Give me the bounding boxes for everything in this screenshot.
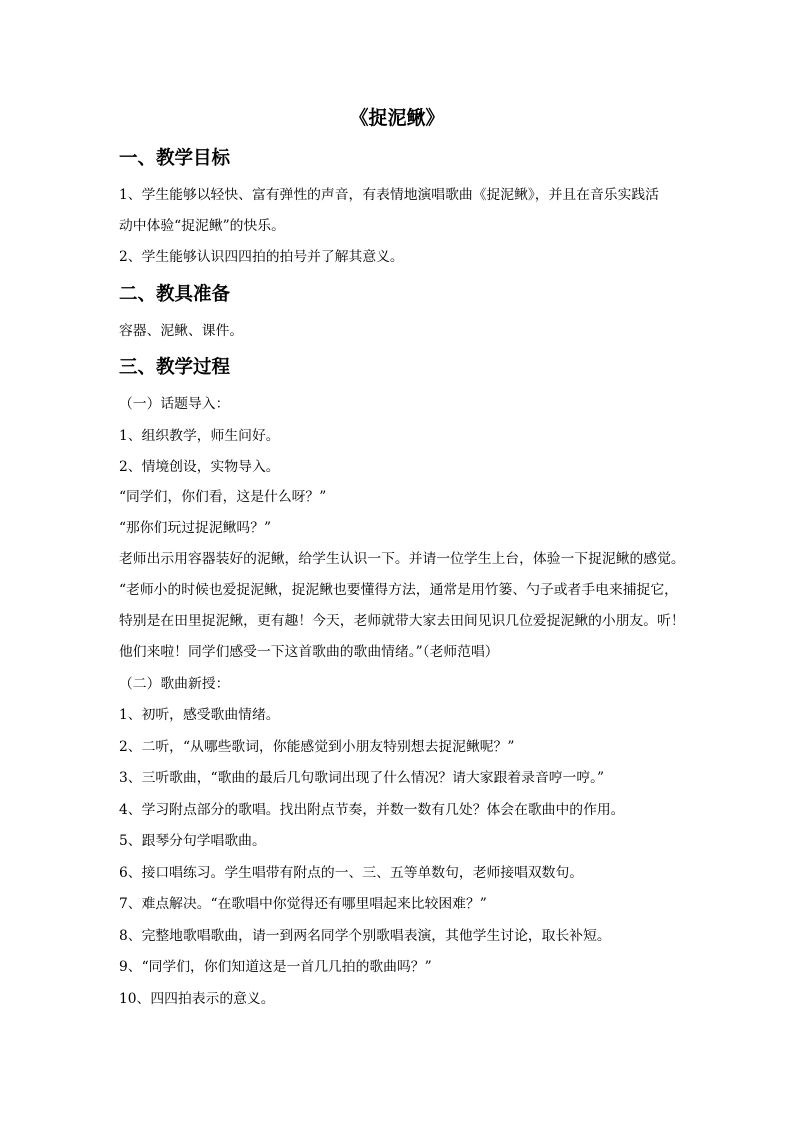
paragraph-line: 动中体验“捉泥鳅”的快乐。 — [119, 218, 285, 234]
paragraph-line: 6、接口唱练习。学生唱带有附点的一、三、五等单数句，老师接唱双数句。 — [119, 865, 584, 881]
paragraph-line: 7、难点解决。“在歌唱中你觉得还有哪里唱起来比较困难？” — [119, 896, 487, 912]
paragraph-line: 1、学生能够以轻快、富有弹性的声音，有表情地演唱歌曲《捉泥鳅》，并且在音乐实践活 — [119, 187, 659, 203]
paragraph-line: 1、初听，感受歌曲情绪。 — [119, 707, 280, 723]
paragraph-line: 3、三听歌曲，“歌曲的最后几句歌词出现了什么情况？请大家跟着录音哼一哼。” — [119, 770, 605, 786]
paragraph-line: 2、二听，“从哪些歌词，你能感觉到小朋友特别想去捉泥鳅呢？” — [119, 739, 515, 755]
paragraph-line: 老师出示用容器装好的泥鳅，给学生认识一下。并请一位学生上台，体验一下捉泥鳅的感觉。 — [119, 551, 685, 567]
paragraph-line: 8、完整地歌唱歌曲，请一到两名同学个别歌唱表演，其他学生讨论，取长补短。 — [119, 928, 611, 944]
section-heading-tools: 二、教具准备 — [119, 284, 231, 305]
paragraph-line: 他们来啦！同学们感受一下这首歌曲的歌曲情绪。”（老师范唱） — [119, 644, 499, 660]
paragraph-line: “老师小的时候也爱捉泥鳅，捉泥鳅也要懂得方法，通常是用竹篓、勺子或者手电来捕捉它， — [119, 582, 678, 598]
paragraph-line: 特别是在田里捉泥鳅，更有趣！今天，老师就带大家去田间见识几位爱捉泥鳅的小朋友。听！ — [119, 613, 685, 629]
paragraph-line: 1、组织教学，师生问好。 — [119, 428, 280, 444]
paragraph-line: 4、学习附点部分的歌唱。找出附点节奏，并数一数有几处？体会在歌曲中的作用。 — [119, 802, 625, 818]
paragraph-line: （二）歌曲新授： — [119, 676, 230, 692]
paragraph-line: 容器、泥鳅、课件。 — [119, 323, 244, 339]
document-title: 《捉泥鳅》 — [349, 107, 445, 129]
paragraph-line: “同学们，你们看，这是什么呀？” — [119, 489, 327, 505]
paragraph-line: （一）话题导入： — [119, 396, 230, 412]
paragraph-line: 5、跟琴分句学唱歌曲。 — [119, 833, 266, 849]
section-heading-goals: 一、教学目标 — [119, 148, 231, 169]
paragraph-line: “那你们玩过捉泥鳅吗？” — [119, 520, 272, 536]
paragraph-line: 2、学生能够认识四四拍的拍号并了解其意义。 — [119, 249, 404, 265]
paragraph-line: 9、“同学们，你们知道这是一首几几拍的歌曲吗？” — [119, 959, 432, 975]
paragraph-line: 10、四四拍表示的意义。 — [119, 991, 275, 1007]
paragraph-line: 2、情境创设，实物导入。 — [119, 459, 280, 475]
section-heading-process: 三、教学过程 — [119, 357, 231, 378]
